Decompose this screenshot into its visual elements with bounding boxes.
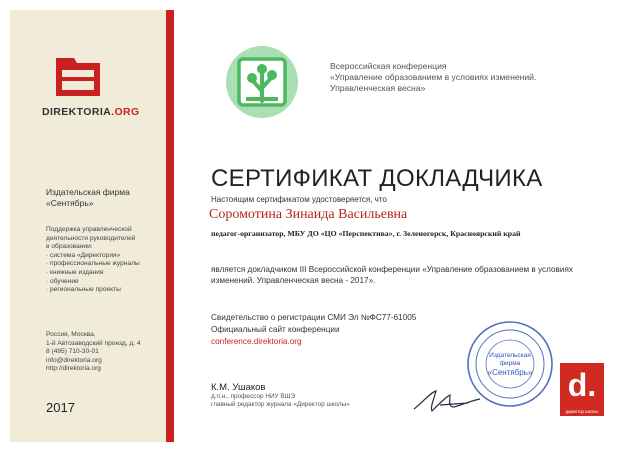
publisher-line: Издательская фирма	[46, 187, 130, 197]
certificate-title: СЕРТИФИКАТ ДОКЛАДЧИКА	[211, 165, 543, 192]
signer-title: д.п.н., профессор НИУ ВШЭ	[211, 393, 296, 400]
address-line: 1-й Автозаводский проезд, д. 4	[46, 339, 141, 347]
brand-main: DIREKTORIA	[42, 106, 112, 118]
sidebar-accent-bar	[166, 10, 174, 442]
recipient-position: педагог-организатор, МБУ ДО «ЦО «Перспектива», г. Зеленогорск, Красноярский край	[211, 229, 521, 238]
official-site-label: Официальный сайт конференции	[211, 325, 340, 334]
support-line: · система «Директория»	[46, 251, 121, 259]
director-journal-logo	[560, 363, 604, 416]
signer-name: К.М. Ушаков	[211, 382, 266, 393]
phone-line: 8 (495) 710-30-01	[46, 348, 99, 356]
support-line: · региональные проекты	[46, 286, 121, 294]
signer-block	[211, 382, 391, 409]
d-letter-icon	[560, 363, 604, 407]
conference-line: Всероссийская конференция	[330, 61, 447, 71]
email-link[interactable]: info@direktoria.org	[46, 356, 102, 364]
publisher-name	[46, 187, 158, 209]
support-line: · профессиональные журналы	[46, 260, 140, 268]
official-site-line	[211, 324, 416, 348]
certificate-statement	[211, 264, 591, 286]
recipient-name: Соромотина Зинаида Васильевна	[209, 207, 408, 222]
conference-site-link[interactable]: conference.direktoria.org	[211, 337, 302, 346]
address-line: Россия, Москва,	[46, 331, 96, 338]
statement-line: изменений. Управленческая весна - 2017».	[211, 276, 376, 285]
contact-address	[46, 331, 161, 374]
support-line: деятельности руководителей	[46, 234, 136, 242]
publisher-line: «Сентябрь»	[46, 198, 94, 208]
signer-title: главный редактор журнала «Директор школы»	[211, 401, 350, 408]
support-line: Поддержка управленческой	[46, 226, 132, 233]
corner-logo-caption: директор школы	[565, 409, 599, 414]
stamp-line: Издательская	[489, 352, 531, 359]
brand-name	[42, 106, 140, 118]
support-line: · обучение	[46, 277, 79, 285]
statement-line: является докладчиком III Всероссийской конференции «Управление образованием в условиях	[211, 265, 573, 274]
stamp-line: «Сентябрь»	[487, 368, 533, 377]
conference-line: «Управление образованием в условиях изменений.	[330, 72, 537, 82]
website-link[interactable]: http://direktoria.org	[46, 365, 101, 373]
brand-suffix: .ORG	[111, 106, 140, 118]
publisher-stamp-icon	[466, 320, 554, 408]
stamp-line: фирма	[499, 360, 521, 367]
direktoria-logo-icon	[52, 54, 104, 100]
corner-logo-letter: d.	[567, 367, 597, 403]
registration-number: Свидетельство о регистрации СМИ Эл №ФС77-61005	[211, 313, 417, 322]
support-line: в образовании:	[46, 243, 93, 251]
conference-line: Управленческая весна»	[330, 83, 426, 93]
certificate-year: 2017	[46, 400, 75, 415]
support-description	[46, 226, 161, 295]
tree-emblem-icon	[225, 45, 299, 119]
support-line: · книжные издания	[46, 268, 104, 276]
certificate-intro: Настоящим сертификатом удостоверяется, что	[211, 195, 387, 204]
conference-title	[330, 61, 580, 94]
registration-info	[211, 312, 416, 348]
